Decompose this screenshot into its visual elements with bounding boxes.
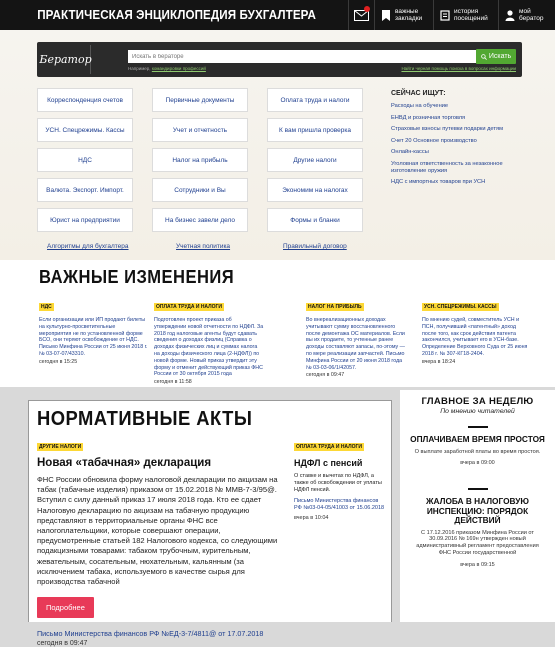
category-button[interactable]: На бизнес завели дело <box>152 208 248 232</box>
change-date: сегодня в 15:25 <box>39 358 78 365</box>
change-text[interactable]: Если организации или ИП продают билеты на культурно-просветительные мероприятия не по установленной форме БСО, они теряют освобождение от НДС. Письмо Минфина России от 25 июня 2018 г. № 03-07-07/43310. <box>39 317 148 357</box>
main-article-source[interactable]: Письмо Министерства финансов РФ №ЕД-3-7/4811@ от 17.07.2018 <box>37 629 264 639</box>
nav-history-label: история посещений <box>454 7 488 22</box>
now-searching-item[interactable]: Страховые взносы путевки подарки детям <box>391 126 504 132</box>
side-article <box>294 435 386 521</box>
top-nav <box>348 0 555 30</box>
change-text[interactable]: Подготовлен проект приказа об утверждении новой отчетности по НДФЛ. За 2018 год налоговые агенты будут сдавать сведения о доходах физлиц (Справка о доходах физических лиц и суммах налога на доходы физического лица (2-НДФЛ)) по новой форме. Новый приказ утвердит эту форму и отменит действующий приказ ФНС России от 30 октября 2015 года <box>154 317 264 378</box>
category-button[interactable]: Формы и бланки <box>267 208 363 232</box>
main-article <box>37 435 281 647</box>
now-searching-title: СЕЙЧАС ИЩУТ: <box>391 90 446 97</box>
now-searching-item[interactable]: Уголовная ответственность за незаконное изготовление оружия <box>391 160 503 174</box>
history-icon <box>440 10 450 21</box>
now-searching-item[interactable]: Расходы на обучение <box>391 103 449 109</box>
category-tag[interactable]: ОПЛАТА ТРУДА И НАЛОГИ <box>296 444 362 450</box>
search-bar <box>37 42 522 77</box>
search-button-label: Искать <box>488 53 512 60</box>
change-card <box>422 295 528 365</box>
category-button[interactable]: Валюта. Экспорт. Импорт. <box>37 178 133 202</box>
side-article-title[interactable]: НДФЛ с пенсий <box>294 458 363 468</box>
user-icon <box>505 10 515 21</box>
nav-my-berator-label: мой бератор <box>519 7 544 22</box>
weekly-item-title[interactable]: ЖАЛОБА В НАЛОГОВУЮ ИНСПЕКЦИЮ: ПОРЯДОК ДЕЙСТВИЙ <box>426 496 529 525</box>
nav-my-berator[interactable] <box>498 0 555 30</box>
category-tag[interactable]: НАЛОГ НА ПРИБЫЛЬ <box>308 304 362 310</box>
nav-bookmarks[interactable] <box>374 0 433 30</box>
weekly-highlights-section <box>400 390 555 622</box>
change-card <box>306 295 409 378</box>
category-button[interactable]: НДС <box>37 148 133 172</box>
category-button[interactable]: Юрист на предприятии <box>37 208 133 232</box>
change-text[interactable]: По мнению судей, совместитель УСН и ПСН, получивший «патентный» доход после того, как срок действия патента закончился, учитывает его в УСН-базе. Определение Верховного Суда от 25 июня 2018 г. № 307-КГ18-2404. <box>422 317 528 357</box>
now-searching-list <box>391 103 506 191</box>
category-button[interactable]: УСН. Спецрежимы. Кассы <box>37 118 133 142</box>
divider <box>468 426 488 428</box>
important-changes-section <box>0 260 555 387</box>
weekly-title: ГЛАВНОЕ ЗА НЕДЕЛЮ <box>421 396 534 407</box>
weekly-item-date: вчера в 09:15 <box>460 561 495 568</box>
main-article-text: ФНС России обновила форму налоговой декларации по акцизам на табак (табачные изделия) приказом от 15.02.2018 № ММВ-7-3/95@. Вступил с силу данный приказ 17 июля 2018 года. Кто ее сдает Налоговую декларацию по акцизам на табачную продукцию представляют в территориальные органы ФНС все налогоплательщики, которые совершают операции, предусмотренные статьей 182 Налогового кодекса, со следующими подакцизными товарами: табаком трубочным, курительным, жевательным, сосательным, нюхательным, кальянным (за исключением табака, используемого в качестве сырья для производства табачной <box>37 475 278 587</box>
category-tag[interactable]: ДРУГИЕ НАЛОГИ <box>39 444 82 450</box>
nav-bookmarks-label: важные закладки <box>395 7 423 22</box>
weekly-item-text: О выплате заработной платы во время простоя. <box>414 448 541 455</box>
top-bar <box>0 0 555 30</box>
weekly-item-title[interactable]: ОПЛАЧИВАЕМ ВРЕМЯ ПРОСТОЯ <box>410 434 545 444</box>
side-article-source[interactable]: Письмо Министерства финансов РФ №03-04-05/41003 от 15.06.2018 <box>294 498 385 511</box>
nav-history[interactable] <box>433 0 498 30</box>
link-right-contract[interactable]: Правильный договор <box>283 243 347 250</box>
change-date: сегодня в 11:58 <box>154 379 192 386</box>
category-button[interactable]: Другие налоги <box>267 148 363 172</box>
search-button[interactable] <box>476 49 516 64</box>
side-article-text: О ставке и вычетах по НДФЛ, а также об освобождении от уплаты НДФЛ пенсий. <box>294 473 382 493</box>
link-accounting-policy[interactable]: Учетная политика <box>176 243 231 250</box>
weekly-item <box>410 426 545 466</box>
normative-acts-section <box>28 400 392 647</box>
now-searching-item[interactable]: НДС с импортных товаров при УСН <box>391 179 486 185</box>
header-panel <box>0 30 555 260</box>
weekly-item-date: вчера в 09:00 <box>460 460 495 467</box>
now-searching-item[interactable]: ЕНВД и розничная торговля <box>391 114 466 121</box>
more-button[interactable]: Подробнее <box>37 597 94 618</box>
now-searching-item[interactable]: Счет 20 Основное производство <box>391 137 477 144</box>
change-text[interactable]: Во внереализационных доходах учитывают сумму восстановленного после демонтажа ОС материалов. Если вы их продаете, то учтенные ранее доходы составляют запасы, по-этому — по мере реализации запчастей. Письмо Минфина России от 20 июня 2018 года № 03-03-06/1/42057. <box>306 317 405 371</box>
divider <box>468 488 488 490</box>
bookmark-icon <box>381 10 391 21</box>
search-icon <box>481 54 487 60</box>
change-date: вчера в 18:24 <box>422 358 456 365</box>
category-tag[interactable]: НДС <box>41 304 52 310</box>
normative-acts-title: НОРМАТИВНЫЕ АКТЫ <box>37 408 253 430</box>
change-card <box>154 295 264 385</box>
main-article-date: сегодня в 09:47 <box>37 640 88 647</box>
search-hint-prefix: Например, <box>128 66 151 71</box>
search-input[interactable] <box>128 50 508 63</box>
notification-dot <box>364 6 370 12</box>
important-changes-title: ВАЖНЫЕ ИЗМЕНЕНИЯ <box>39 267 235 287</box>
mail-button[interactable] <box>348 0 374 30</box>
site-title[interactable]: ПРАКТИЧЕСКАЯ ЭНЦИКЛОПЕДИЯ БУХГАЛТЕРА <box>37 8 316 22</box>
category-button[interactable]: Первичные документы <box>152 88 248 112</box>
change-card <box>39 295 149 365</box>
category-button[interactable]: Сотрудники и Вы <box>152 178 248 202</box>
category-button[interactable]: Учет и отчетность <box>152 118 248 142</box>
category-button[interactable]: Налог на прибыль <box>152 148 248 172</box>
category-button[interactable]: Экономим на налогах <box>267 178 363 202</box>
category-button[interactable]: К вам пришла проверка <box>267 118 363 142</box>
category-button[interactable]: Оплата труда и налоги <box>267 88 363 112</box>
weekly-subtitle: По мнению читателей <box>440 408 515 415</box>
search-hint-link[interactable]: командировки профессий <box>151 66 206 71</box>
weekly-item <box>410 488 545 568</box>
berator-logo[interactable]: Бератор <box>41 45 91 74</box>
main-article-title[interactable]: Новая «табачная» декларация <box>37 457 212 469</box>
category-button[interactable]: Корреспонденция счетов <box>37 88 133 112</box>
side-article-date: вчера в 10:04 <box>294 515 329 521</box>
now-searching-item[interactable]: Онлайн-кассы <box>391 149 429 155</box>
category-tag[interactable]: ОПЛАТА ТРУДА И НАЛОГИ <box>156 304 222 310</box>
change-date: сегодня в 09:47 <box>306 372 345 379</box>
category-tag[interactable]: УСН. СПЕЦРЕЖИМЫ. КАССЫ <box>424 304 497 310</box>
search-hint <box>128 66 206 71</box>
search-help-link[interactable]: Найти черная помощь поиска в вопросах информации <box>401 66 516 71</box>
weekly-item-text: С 17.12.2016 приказом Минфина России от 30.09.2016 № 169н утвержден новый административный регламент предоставления ФНС России государственной <box>416 529 539 556</box>
link-algorithms[interactable]: Алгоритмы для бухгалтера <box>47 243 129 250</box>
